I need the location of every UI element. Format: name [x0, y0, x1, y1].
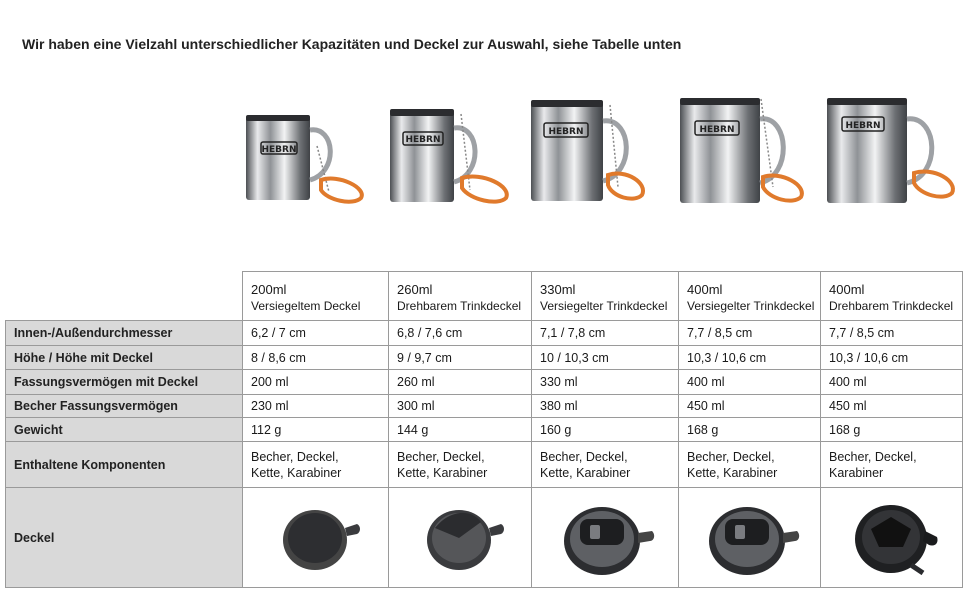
row-header: Becher Fassungsvermögen [6, 395, 243, 418]
table-cell: Becher, Deckel, Kette, Karabiner [243, 442, 389, 488]
page-heading: Wir haben eine Vielzahl unterschiedlicher Kapazitäten und Deckel zur Auswahl, siehe Tabelle unten [22, 36, 682, 52]
lid-image-sealed-drink [532, 488, 679, 588]
brand-logo: HEBRN [405, 135, 441, 145]
table-cell: 450 ml [821, 395, 963, 418]
row-header: Höhe / Höhe mit Deckel [6, 346, 243, 370]
brand-logo: HEBRN [699, 125, 735, 135]
table-cell: 10,3 / 10,6 cm [679, 346, 821, 370]
table-corner [6, 272, 243, 321]
brand-logo: HEBRN [548, 127, 584, 137]
table-cell: 7,1 / 7,8 cm [532, 321, 679, 346]
mug-image-400ml-rotating [824, 95, 964, 205]
table-cell: 160 g [532, 418, 679, 442]
table-cell: 380 ml [532, 395, 679, 418]
table-cell: 7,7 / 8,5 cm [821, 321, 963, 346]
row-header: Deckel [6, 488, 243, 588]
lid-image-sealed-drink-400 [679, 488, 821, 588]
spec-table [5, 271, 963, 588]
lid-image-sealed-flat [243, 488, 389, 588]
table-cell: Becher, Deckel, Kette, Karabiner [389, 442, 532, 488]
table-cell: 200 ml [243, 370, 389, 395]
table-row [6, 442, 963, 488]
brand-logo: HEBRN [261, 145, 297, 155]
table-cell: 144 g [389, 418, 532, 442]
table-cell: 400 ml [679, 370, 821, 395]
table-cell: 8 / 8,6 cm [243, 346, 389, 370]
lid-image-rotating-flat [389, 488, 532, 588]
table-row [6, 346, 963, 370]
table-cell: 6,2 / 7 cm [243, 321, 389, 346]
column-header: 400ml Versiegelter Trinkdeckel [679, 272, 821, 321]
column-header: 400ml Drehbarem Trinkdeckel [821, 272, 963, 321]
table-cell: Becher, Deckel, Kette, Karabiner [679, 442, 821, 488]
table-cell: 10 / 10,3 cm [532, 346, 679, 370]
table-row [6, 321, 963, 346]
table-cell: 330 ml [532, 370, 679, 395]
table-cell: Becher, Deckel, Karabiner [821, 442, 963, 488]
lid-image-rotating-drink [821, 488, 963, 588]
table-cell: 400 ml [821, 370, 963, 395]
row-header: Innen-/Außendurchmesser [6, 321, 243, 346]
mug-image-400ml-sealed [677, 95, 807, 205]
table-cell: 300 ml [389, 395, 532, 418]
table-cell: 7,7 / 8,5 cm [679, 321, 821, 346]
table-cell: 168 g [821, 418, 963, 442]
mug-image-260ml [386, 104, 516, 204]
table-cell: Becher, Deckel, Kette, Karabiner [532, 442, 679, 488]
column-header: 330ml Versiegelter Trinkdeckel [532, 272, 679, 321]
brand-logo: HEBRN [845, 121, 881, 131]
table-header-row [6, 272, 963, 321]
mug-image-200ml [243, 112, 373, 204]
column-header: 200ml Versiegeltem Deckel [243, 272, 389, 321]
table-cell: 6,8 / 7,6 cm [389, 321, 532, 346]
table-cell: 9 / 9,7 cm [389, 346, 532, 370]
table-row [6, 395, 963, 418]
table-cell: 230 ml [243, 395, 389, 418]
table-cell: 112 g [243, 418, 389, 442]
mug-image-330ml [528, 97, 648, 203]
column-header: 260ml Drehbarem Trinkdeckel [389, 272, 532, 321]
row-header: Fassungsvermögen mit Deckel [6, 370, 243, 395]
row-header: Gewicht [6, 418, 243, 442]
table-cell: 10,3 / 10,6 cm [821, 346, 963, 370]
table-row [6, 370, 963, 395]
table-cell: 260 ml [389, 370, 532, 395]
table-row [6, 418, 963, 442]
row-header: Enthaltene Komponenten [6, 442, 243, 488]
table-cell: 450 ml [679, 395, 821, 418]
table-row [6, 488, 963, 588]
table-cell: 168 g [679, 418, 821, 442]
